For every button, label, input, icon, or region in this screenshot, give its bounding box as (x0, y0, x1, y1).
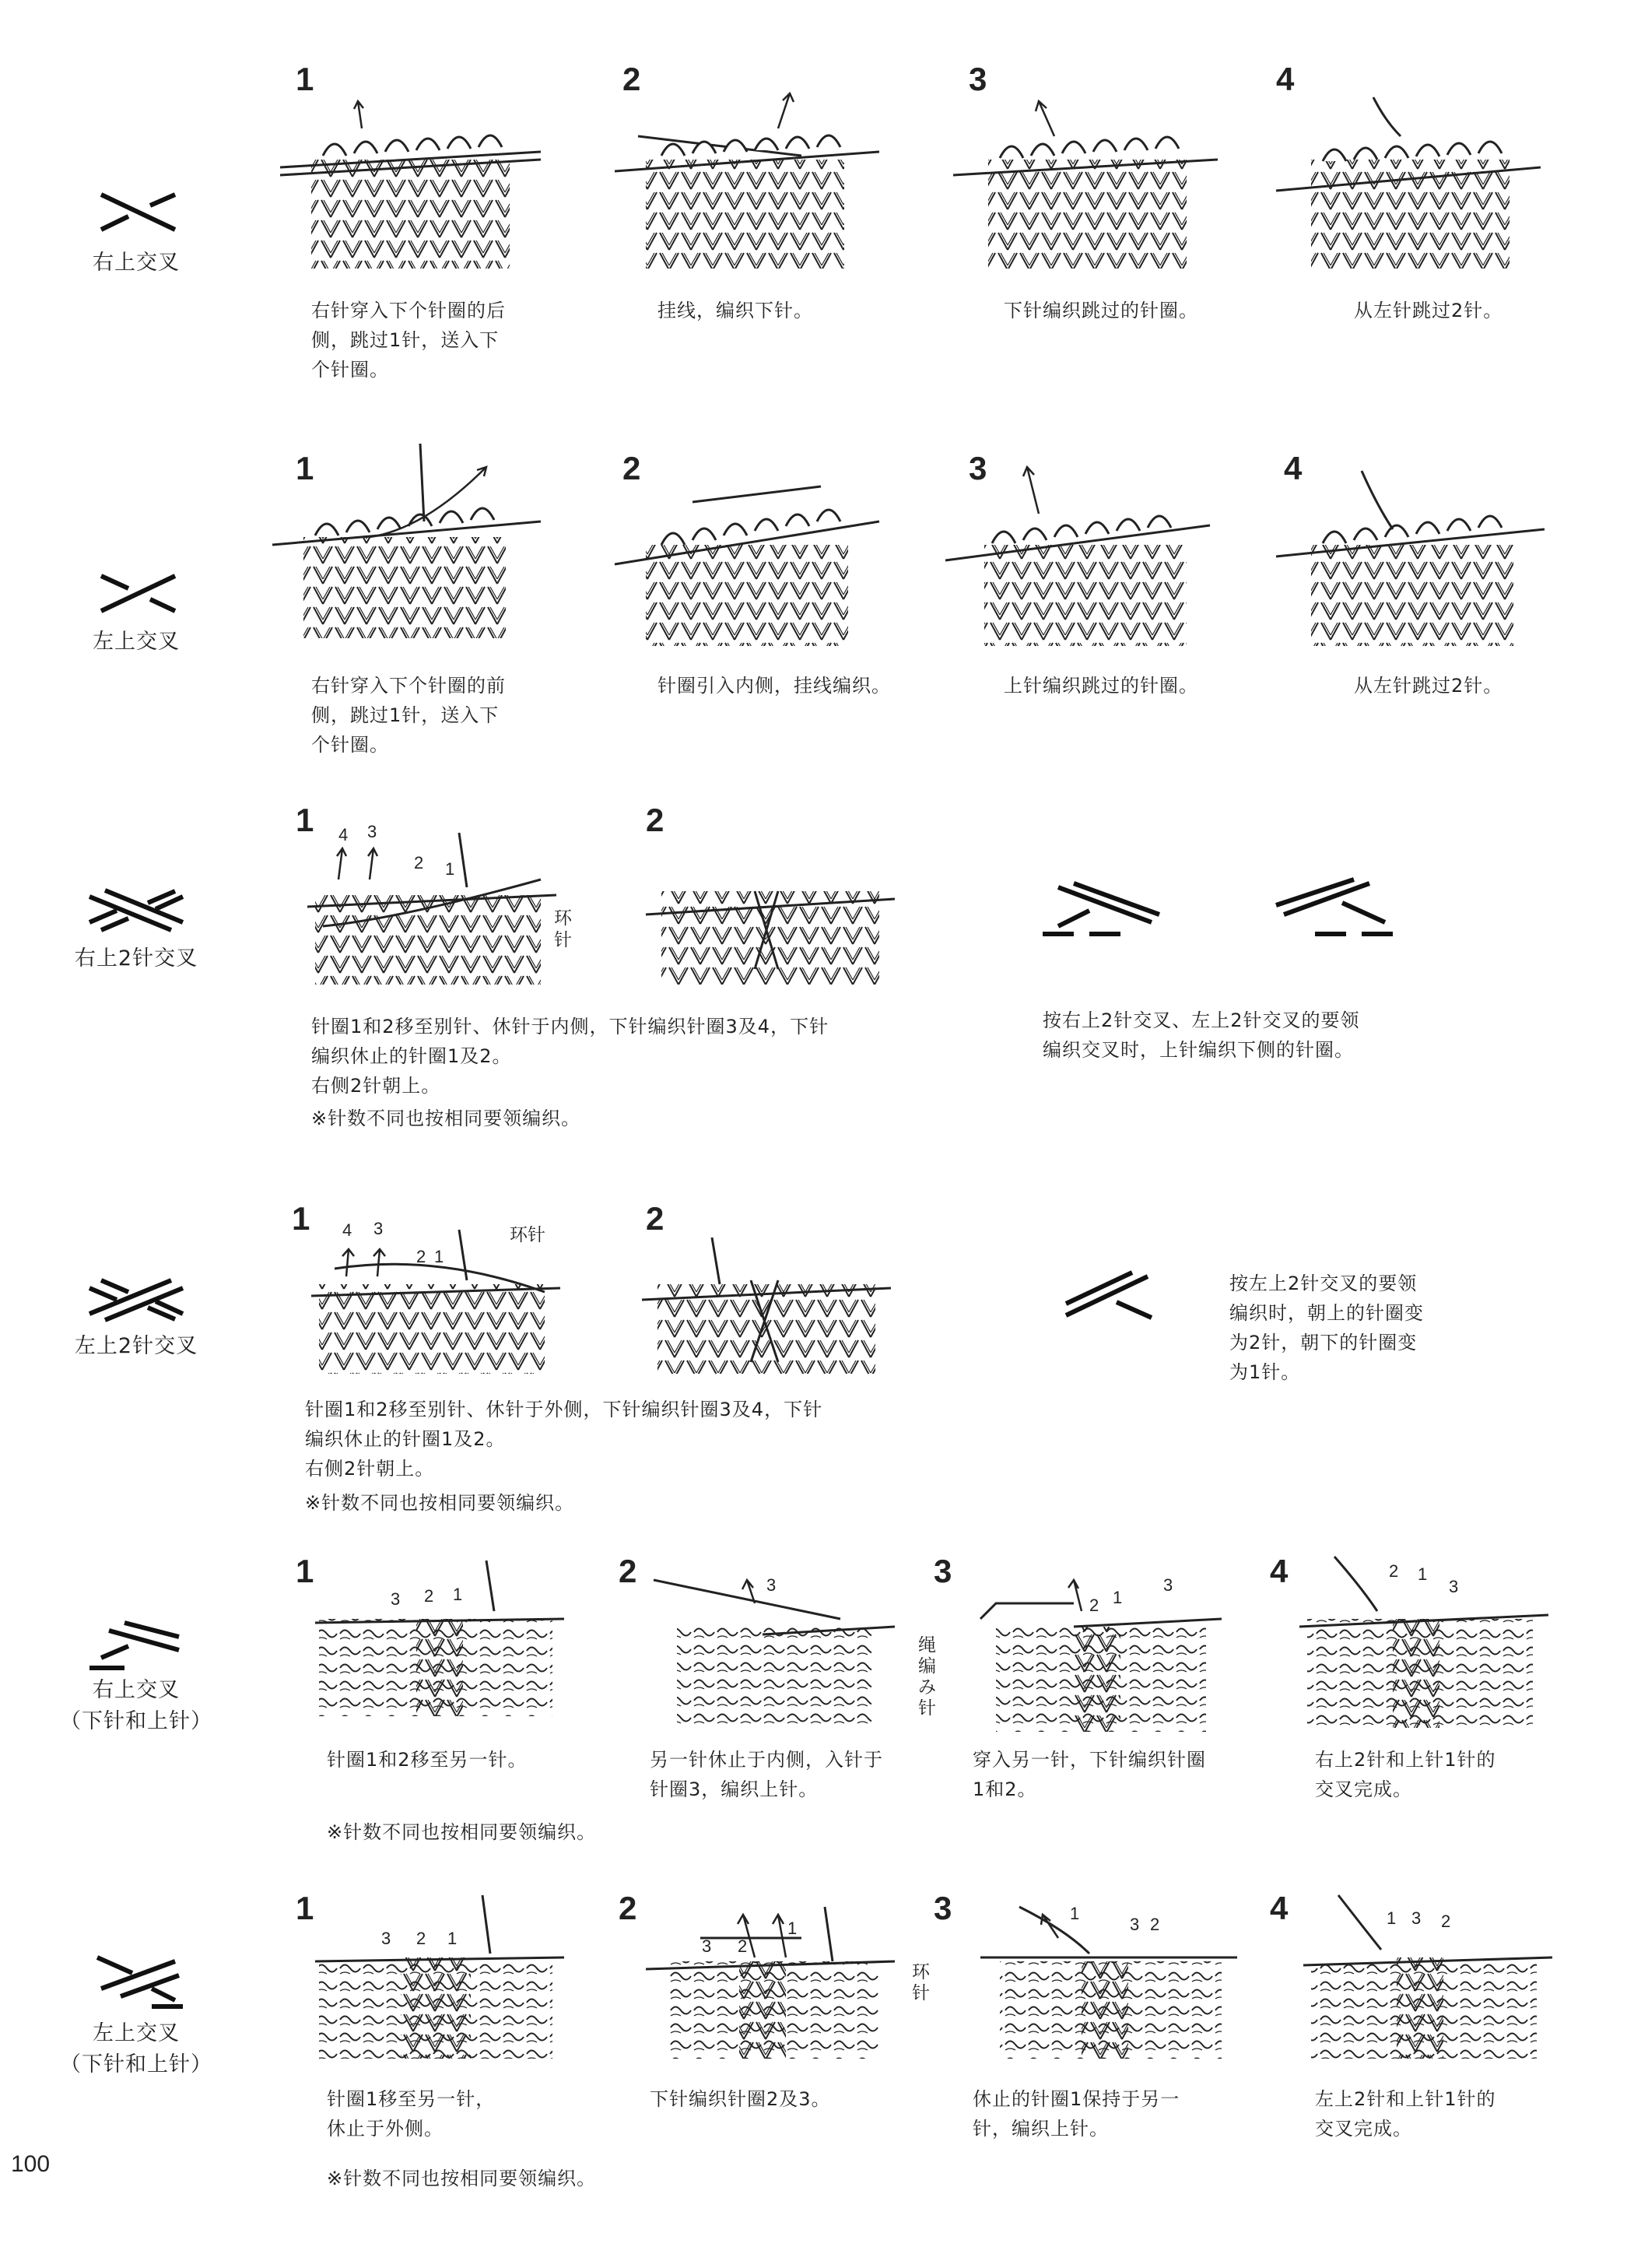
purl-variant-symbol-icon (1276, 883, 1393, 938)
stitch-mark: 3 (381, 1929, 391, 1948)
stitch-mark: 2 (416, 1247, 426, 1266)
step-number: 2 (622, 450, 641, 486)
step-number: 2 (646, 802, 664, 838)
section-label: 左上2针交叉 (74, 1334, 198, 1358)
step-caption: 上针编织跳过的针圈。 (1004, 675, 1198, 697)
stitch-mark: 3 (702, 1936, 712, 1956)
needle-label: 环针 (554, 908, 572, 950)
step-caption: 下针编织跳过的针圈。 (1004, 300, 1198, 321)
knitting-illustration (953, 90, 1218, 276)
step-number: 1 (296, 802, 314, 838)
stitch-mark: 3 (1449, 1577, 1459, 1596)
step-caption: 针圈1和2移至另一针。 (327, 1749, 528, 1771)
stitch-mark: 4 (338, 825, 349, 844)
step-caption: 另一针休止于内侧，入针于 针圈3，编织上针。 (650, 1749, 883, 1800)
step-number: 4 (1270, 1890, 1289, 1926)
step-number: 1 (296, 61, 314, 97)
left-cross-variant-symbol-icon (1062, 1273, 1155, 1319)
stitch-mark: 1 (445, 859, 455, 879)
knitting-illustration (980, 1899, 1245, 2063)
knitting-illustration (1276, 90, 1541, 276)
knitting-illustration (268, 444, 541, 646)
knitting-illustration (1276, 459, 1548, 654)
stitch-mark: 2 (1389, 1561, 1399, 1581)
step-number: 2 (622, 61, 641, 97)
stitch-mark: 2 (416, 1929, 426, 1948)
knitting-illustration (646, 1899, 918, 2063)
stitch-mark: 1 (1113, 1588, 1123, 1607)
stitch-mark: 2 (1089, 1596, 1099, 1615)
step-number: 1 (296, 450, 314, 486)
step-caption: 左上2针和上针1针的 交叉完成。 (1315, 2088, 1496, 2140)
step-caption: 针圈1和2移至别针、休针于内侧，下针编织针圈3及4，下针 编织休止的针圈1及2。 右侧2针朝上。 (311, 1016, 829, 1097)
knitting-illustration (1292, 1557, 1548, 1736)
step-caption: 针圈1和2移至别针、休针于外侧，下针编织针圈3及4，下针 编织休止的针圈1及2。 右侧2针朝上。 (305, 1399, 823, 1480)
step-number: 1 (292, 1200, 310, 1237)
step-number: 3 (969, 61, 987, 97)
step-number: 4 (1276, 61, 1295, 97)
stitch-mark: 1 (434, 1247, 444, 1266)
step-caption: 从左针跳过2针。 (1354, 300, 1503, 321)
note: ※针数不同也按相同要领编织。 (311, 1108, 581, 1129)
stitch-mark: 3 (1163, 1575, 1173, 1595)
stitch-mark: 1 (787, 1919, 798, 1938)
step-number: 4 (1284, 450, 1303, 486)
stitch-mark: 2 (1441, 1912, 1451, 1931)
step-caption: 从左针跳过2针。 (1354, 675, 1503, 697)
step-caption: 挂线，编织下针。 (657, 300, 813, 321)
step-caption: 右上2针和上针1针的 交叉完成。 (1315, 1749, 1496, 1800)
stitch-mark: 1 (1387, 1908, 1397, 1928)
step-caption: 针圈1移至另一针， 休止于外侧。 (327, 2088, 496, 2140)
section-label: 右上2针交叉 (74, 946, 198, 971)
knitting-illustration (965, 1572, 1237, 1736)
knitting-illustration (315, 1557, 564, 1720)
step-number: 3 (934, 1890, 952, 1926)
knitting-illustration (311, 1230, 560, 1378)
needle-label: 绳编み针 (918, 1634, 936, 1718)
step-number: 3 (934, 1553, 952, 1589)
stitch-mark: 3 (391, 1589, 401, 1609)
section-label: 左上交叉 (93, 630, 180, 654)
side-text: 按右上2针交叉、左上2针交叉的要领 编织交叉时，上针编织下侧的针圈。 (1043, 1009, 1360, 1061)
section-label: 左上交叉 （下针和上针） (60, 2021, 212, 2077)
stitch-mark: 2 (414, 853, 424, 872)
step-number: 1 (296, 1553, 314, 1589)
right-2-cross-symbol-icon (86, 887, 187, 934)
step-number: 1 (296, 1890, 314, 1926)
right-cross-purl-symbol-icon (86, 1615, 187, 1669)
knitting-illustration (642, 1238, 891, 1378)
stitch-mark: 2 (424, 1586, 434, 1606)
step-number: 2 (619, 1553, 637, 1589)
step-number: 2 (646, 1200, 664, 1237)
knitting-illustration (615, 90, 879, 276)
step-number: 2 (619, 1890, 637, 1926)
stitch-mark: 3 (1411, 1908, 1422, 1928)
knitting-illustration (646, 844, 895, 988)
knitting-illustration (315, 1891, 564, 2063)
stitch-mark: 1 (1070, 1904, 1080, 1923)
purl-variant-symbol-icon (1043, 883, 1159, 938)
note: ※针数不同也按相同要领编织。 (327, 1821, 597, 1843)
right-cross-symbol-icon (97, 187, 183, 233)
step-caption: 针圈引入内侧，挂线编织。 (657, 675, 891, 697)
step-caption: 穿入另一针，下针编织针圈 1和2。 (973, 1749, 1206, 1800)
step-caption: 休止的针圈1保持于另一 针，编织上针。 (973, 2088, 1180, 2140)
section-label: 右上交叉 （下针和上针） (60, 1678, 212, 1733)
stitch-mark: 1 (1418, 1564, 1428, 1584)
stitch-mark: 3 (1130, 1915, 1140, 1934)
needle-label: 环针 (912, 1961, 930, 2003)
step-caption: 下针编织针圈2及3。 (650, 2088, 831, 2110)
knitting-illustration (276, 97, 541, 276)
stitch-mark: 2 (1150, 1915, 1160, 1934)
step-number: 3 (969, 450, 987, 486)
step-caption: 右针穿入下个针圈的后 侧，跳过1针，送入下 个针圈。 (311, 300, 506, 381)
note: ※针数不同也按相同要领编织。 (305, 1492, 575, 1514)
left-2-cross-symbol-icon (86, 1276, 187, 1323)
stitch-mark: 1 (453, 1585, 463, 1604)
knitting-illustration (1296, 1891, 1552, 2063)
step-caption: 右针穿入下个针圈的前 侧，跳过1针，送入下 个针圈。 (311, 675, 506, 756)
needle-label: 环针 (510, 1224, 545, 1245)
note: ※针数不同也按相同要领编织。 (327, 2168, 597, 2189)
left-cross-purl-symbol-icon (86, 1954, 187, 2008)
knitting-illustration (615, 459, 887, 654)
knitting-illustration (646, 1572, 918, 1728)
section-label: 右上交叉 (93, 251, 180, 275)
stitch-mark: 3 (373, 1219, 384, 1238)
step-number: 4 (1270, 1553, 1289, 1589)
knitting-illustration (945, 459, 1218, 654)
stitch-mark: 2 (738, 1936, 748, 1956)
side-text: 按左上2针交叉的要领 编织时，朝上的针圈变 为2针，朝下的针圈变 为1针。 (1229, 1273, 1424, 1383)
stitch-mark: 1 (447, 1929, 458, 1948)
knitting-illustration (307, 833, 572, 988)
stitch-mark: 3 (766, 1575, 777, 1595)
stitch-mark: 3 (367, 822, 377, 841)
page-number: 100 (11, 2151, 51, 2177)
stitch-mark: 4 (342, 1220, 352, 1240)
left-cross-symbol-icon (97, 568, 183, 615)
